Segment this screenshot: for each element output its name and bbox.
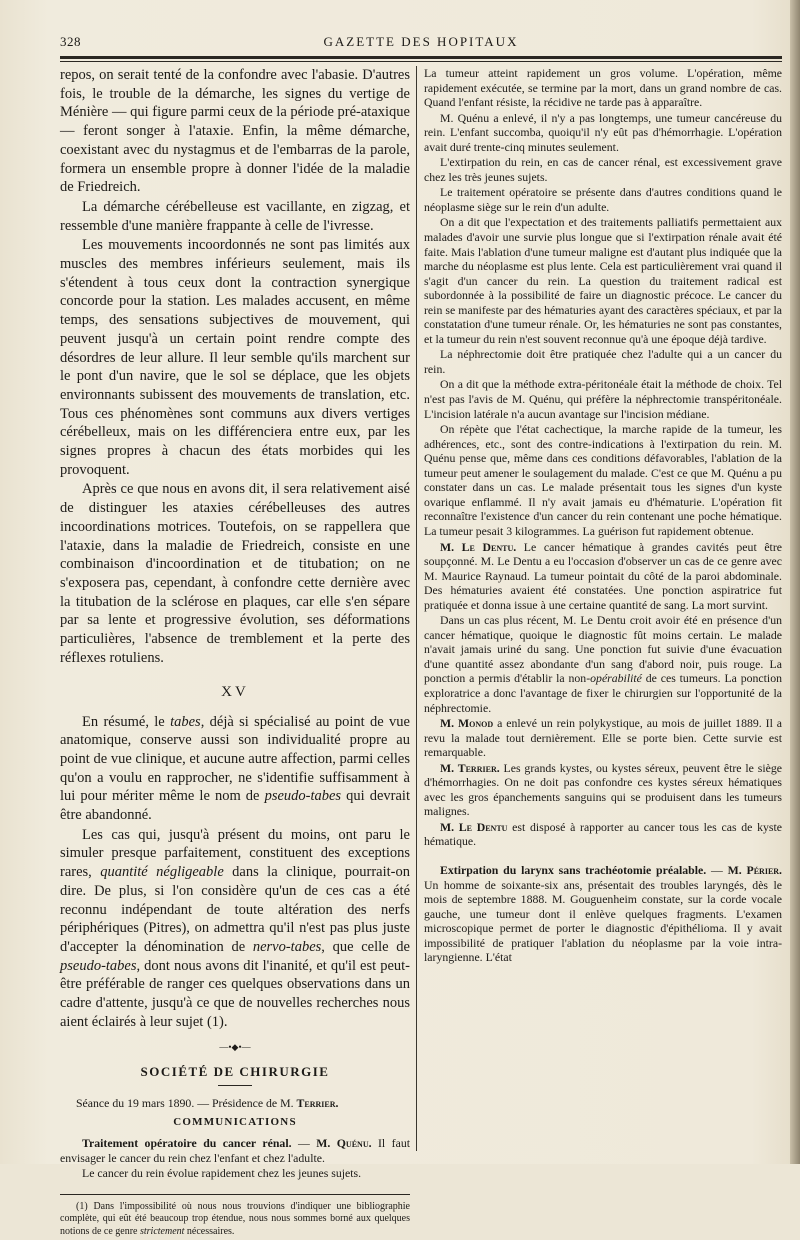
short-rule	[218, 1085, 252, 1086]
journal-title: GAZETTE DES HOPITAUX	[323, 34, 519, 49]
paragraph: repos, on serait tenté de la confondre avec l'abasie. D'autres fois, le trouble de la démarche, les signes du vertige de Ménière — qui figure parmi ceux de la période pré-ataxique — feront songer à l'ataxie. Enfin, la même démarche, coexistant avec du nystagmus et de l'embarras de la parole, formera un ensemble propre à donner l'idée de la maladie de Friedreich.	[60, 67, 410, 196]
paragraph: M. Le Dentu est disposé à rapporter au cancer tous les cas de kyste hématique.	[424, 819, 782, 849]
paragraph: Le traitement opératoire se présente dans d'autres conditions quand le néoplasme siège sur le rein d'un adulte.	[424, 185, 782, 214]
column-divider	[416, 66, 417, 1151]
ornamental-separator: —•◆•—	[219, 1042, 251, 1053]
paragraph: L'extirpation du rein, en cas de cancer rénal, est excessivement grave chez les très jeunes sujets.	[424, 155, 782, 184]
right-column	[424, 66, 782, 966]
article-lead: Extirpation du larynx sans trachéotomie préalable. — M. Périer. Un homme de soixante-six ans, présentait des troubles laryngés, dès le mois de septembre 1888. M. Gouguenheim constate, sur la corde vocale gauche, une tumeur dont il enlève quelques fragments. L'examen microscopique permet de porter le diagnostic d'épithélioma. Il y avait impossibilité de pratiquer l'ablation du néoplasme par la voie intra-laryngienne. L'état	[424, 862, 783, 965]
paragraph: Les mouvements incoordonnés ne sont pas limités aux muscles des membres inférieurs seulement, mais ils s'étendent à tous ceux dont la contraction synergique concorde pour la station. Les malades accusent, en même temps, des sensations subjectives de mouvement, qui peuvent jusqu'à un certain point rendre compte des désordres de leur allure. Il leur semble qu'ils marchent sur le pont d'un navire, que le sol se déplace, que les objets environnants subissent des mouvements de translation, etc. Tous ces phénomènes sont communs aux divers vertiges cérébelleux, mais on les différenciera entre eux, par les signes propres à chacun des états morbides qui les provoquent.	[60, 237, 410, 478]
footnote: (1) Dans l'impossibilité où nous nous trouvions d'indiquer une bibliographie complète, qui eût été beaucoup trop étendue, nous nous sommes borné aux quelques notions de ce genre strictement nécessaires.	[60, 1200, 410, 1238]
paragraph: On répète que l'état cachectique, la marche rapide de la tumeur, les adhérences, etc., sont des contre-indications à l'extirpation du rein. M. Quénu pense que, même dans ces conditions défavorables, l'ablation de la tumeur peut amener le soulagement du malade. C'est ce que M. Quénu a pu constater dans un cas. Le malade présentait tous les signes d'un kyste ovarique enflammé. Il n'y avait jamais eu d'hématurie. L'opération fit reconnaître l'existence d'un cancer du rein contenant une poche hématique. La tumeur pesait 3 kilogrammes. La guérison fut rapidement obtenue.	[424, 422, 782, 538]
paragraph: Les cas qui, jusqu'à présent du moins, ont paru le simuler presque parfaitement, constituent des exceptions rares, quantité négligeable dans la clinique, pourrait-on dire. De plus, si l'on considère qu'un de ces cas a été reconnu indépendant de toute altération des nerfs périphériques (Pitres), on admettra qu'il n'est pas plus juste d'accepter la dénomination de nervo-tabes, que celle de pseudo-tabes, dont nous avons dit l'inanité, et qu'il est peut-être préférable de ranger ces quelques observations dans un cadre d'attente, jusqu'à ce que de nouvelles recherches nous aient éclairés à leur sujet (1).	[60, 826, 410, 1030]
page-number: 328	[60, 34, 81, 49]
page-edge-shadow	[790, 0, 800, 1164]
paragraph: On a dit que la méthode extra-péritonéale était la méthode de choix. Tel n'est pas l'avis de M. Quénu, qui préfère la néphrectomie transpéritonéale. L'incision latérale n'a aucun avantage sur l'incision médiane.	[424, 377, 782, 421]
footnote-rule	[60, 1194, 410, 1195]
paragraph: M. Le Dentu. Le cancer hématique à grandes cavités peut être soupçonné. M. Le Dentu a eu l'occasion d'observer un cas de ce genre avec M. Maurice Raynaud. La tumeur pointait du côté de la paroi abdominale. Des hématuries avaient été constatées. Une ponction aspiratrice fut pratiquée et donna issue à une certaine quantité de sang. La mort survint.	[424, 539, 782, 612]
communications-title: COMMUNICATIONS	[173, 1116, 297, 1129]
paragraph: On a dit que l'expectation et des traitements palliatifs permettaient aux malades d'avoir une survie plus longue que si l'extirpation rénale avait été faite. Mais l'ablation d'une tumeur maligne est d'autant plus indiquée que la marche du néoplasme est plus lente. Cela est particulièrement vrai quand il s'agit d'un cancer du rein. La question du traitement radical est subordonnée à la possibilité de faire un diagnostic précoce. Le cancer du rein se manifeste par des hématuries ayant des caractères spéciaux, et par la constatation d'une tumeur rénale. Or, les hématuries ne sont pas constantes, et la tumeur du rein n'est souvent reconnue qu'à une époque déjà tardive.	[424, 215, 782, 346]
paragraph: M. Monod a enlevé un rein polykystique, au mois de juillet 1889. Il a revu la malade tout dernièrement. Elle se porte bien. Cette survie est remarquable.	[424, 716, 783, 760]
paragraph: La néphrectomie doit être pratiquée chez l'adulte qui a un cancer du rein.	[424, 347, 782, 376]
section-numeral: XV	[221, 683, 249, 700]
paragraph: En résumé, le tabes, déjà si spécialisé au point de vue anatomique, conserve aussi son individualité propre au point de vue clinique, et aucune autre affection, parmi celles qu'on a voulu en rapprocher, ne s'identifie suffisamment à lui pour mériter même le nom de pseudo-tabes qui devrait être abandonné.	[60, 713, 410, 824]
header-rule-thin	[60, 61, 782, 62]
paragraph: Le cancer du rein évolue rapidement chez les jeunes sujets.	[82, 1166, 362, 1181]
paragraph: Après ce que nous en avons dit, il sera relativement aisé de distinguer les ataxies cérébelleuses des autres incoordinations motrices. Toutefois, on se rappellera que l'ataxie, dans la maladie de Friedreich, consiste en une combinaison d'incoordination et de titubation; on ne s'exposera pas, cependant, à confondre cette dernière avec la titubation de la sclérose en plaques, car elle s'en sépare par sa lente et progressive évolution, ses déformations particulières, l'absence de tremblement et la perte des réflexes rotuliens.	[60, 481, 410, 666]
session-line: Séance du 19 mars 1890. — Présidence de M. Terrier.	[76, 1096, 339, 1111]
paragraph: La démarche cérébelleuse est vacillante, en zigzag, et ressemble d'une manière frappante à celle de l'ivresse.	[60, 198, 410, 234]
paragraph: M. Quénu a enlevé, il n'y a pas longtemps, une tumeur cancéreuse du rein. L'enfant succomba, quoiqu'il n'y eût pas d'hémorrhagie. L'opération avait duré trente-cinq minutes seulement.	[424, 110, 782, 154]
article-lead: Traitement opératoire du cancer rénal. — M. Quénu. Il faut envisager le cancer du rein chez l'enfant et chez l'adulte.	[60, 1136, 410, 1165]
left-column	[60, 66, 410, 1240]
society-title: SOCIÉTÉ DE CHIRURGIE	[140, 1064, 330, 1080]
paragraph: La tumeur atteint rapidement un gros volume. L'opération, même rapidement exécutée, se termine par la mort, dans un grand nombre de cas. Quand l'enfant résiste, la récidive ne tarde pas à apparaître.	[424, 66, 782, 110]
paragraph: Dans un cas plus récent, M. Le Dentu croit avoir été en présence d'un cancer hématique, quoique le diagnostic fût moins certain. Le malade n'avait jamais uriné du sang. Une ponction fut suivie d'une évacuation d'une quantité assez abondante d'un sang d'abord noir, puis rouge. La ponction a permis d'établir la non-opérabilité de ces tumeurs. La ponction exploratrice a donc l'avantage de fixer le chirurgien sur l'opportunité de la néphrectomie.	[424, 613, 783, 715]
header-rule-thick	[60, 56, 782, 59]
paragraph: M. Terrier. Les grands kystes, ou kystes séreux, peuvent être le siège d'hémorrhagies. On ne doit pas confondre ces kystes séreux hématiques avec les gros épanchements sanguins qui se produisent dans les tumeurs malignes.	[424, 760, 782, 819]
page-header	[60, 30, 782, 52]
